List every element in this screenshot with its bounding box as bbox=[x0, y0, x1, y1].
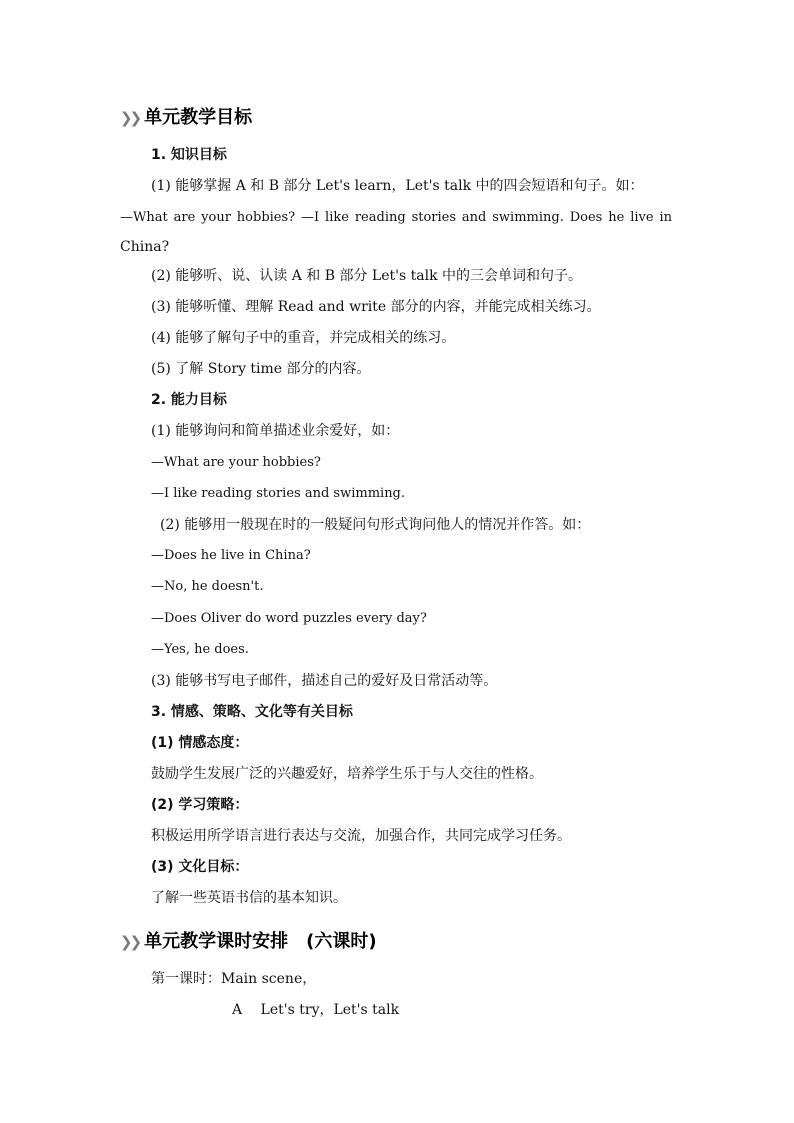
lesson-1-line-2: A Let's try，Let's talk bbox=[232, 1002, 400, 1018]
knowledge-item-3: (3) 能够听懂、理解 Read and write 部分的内容，并能完成相关练习。 bbox=[151, 299, 601, 315]
ability-item-1: (1) 能够询问和简单描述业余爱好，如： bbox=[151, 423, 400, 439]
knowledge-item-4: (4) 能够了解句子中的重音，并完成相关的练习。 bbox=[151, 330, 456, 346]
knowledge-item-2: (2) 能够听、说、认读 A 和 B 部分 Let's talk 中的三会单词和句子。 bbox=[151, 268, 583, 284]
section-title-text: 单元教学课时安排 (六课时) bbox=[144, 931, 377, 952]
ability-example-5: —Does Oliver do word puzzles every day? bbox=[151, 611, 427, 626]
ability-example-2: —I like reading stories and swimming. bbox=[151, 486, 406, 501]
section-title-text: 单元教学目标 bbox=[144, 107, 253, 128]
ability-goals-heading: 2. 能力目标 bbox=[151, 392, 227, 408]
double-chevron-icon: ❯❯ bbox=[120, 109, 140, 127]
double-chevron-icon: ❯❯ bbox=[120, 933, 140, 951]
ability-example-1: —What are your hobbies? bbox=[151, 455, 321, 470]
ability-example-4: —No, he doesn't. bbox=[151, 579, 264, 594]
ability-item-2: (2) 能够用一般现在时的一般疑问句形式询问他人的情况并作答。如： bbox=[160, 517, 591, 533]
emotion-sub-1: (1) 情感态度： bbox=[151, 735, 249, 751]
emotion-sub-2: (2) 学习策略： bbox=[151, 797, 249, 813]
section-title-teaching-goals bbox=[120, 103, 252, 129]
lesson-1-line-1: 第一课时：Main scene， bbox=[151, 971, 317, 987]
knowledge-item-1-example: —What are your hobbies? —I like reading stories and swimming. Does he live in bbox=[120, 210, 672, 225]
ability-example-6: —Yes, he does. bbox=[151, 642, 249, 657]
emotion-goals-heading: 3. 情感、策略、文化等有关目标 bbox=[151, 704, 353, 720]
ability-example-3: —Does he live in China? bbox=[151, 548, 311, 563]
emotion-text-3: 了解一些英语书信的基本知识。 bbox=[151, 890, 347, 906]
emotion-sub-3: (3) 文化目标： bbox=[151, 859, 249, 875]
emotion-text-2: 积极运用所学语言进行表达与交流，加强合作，共同完成学习任务。 bbox=[151, 828, 571, 844]
ability-item-3: (3) 能够书写电子邮件，描述自己的爱好及日常活动等。 bbox=[151, 673, 498, 689]
knowledge-item-1: (1) 能够掌握 A 和 B 部分 Let's learn，Let's talk 中的四会短语和句子。如： bbox=[151, 178, 644, 194]
section-title-lesson-schedule bbox=[120, 927, 377, 953]
knowledge-goals-heading: 1. 知识目标 bbox=[151, 147, 227, 163]
knowledge-item-5: (5) 了解 Story time 部分的内容。 bbox=[151, 361, 371, 377]
knowledge-item-1-example-cont: China? bbox=[120, 239, 170, 255]
emotion-text-1: 鼓励学生发展广泛的兴趣爱好，培养学生乐于与人交往的性格。 bbox=[151, 766, 543, 782]
